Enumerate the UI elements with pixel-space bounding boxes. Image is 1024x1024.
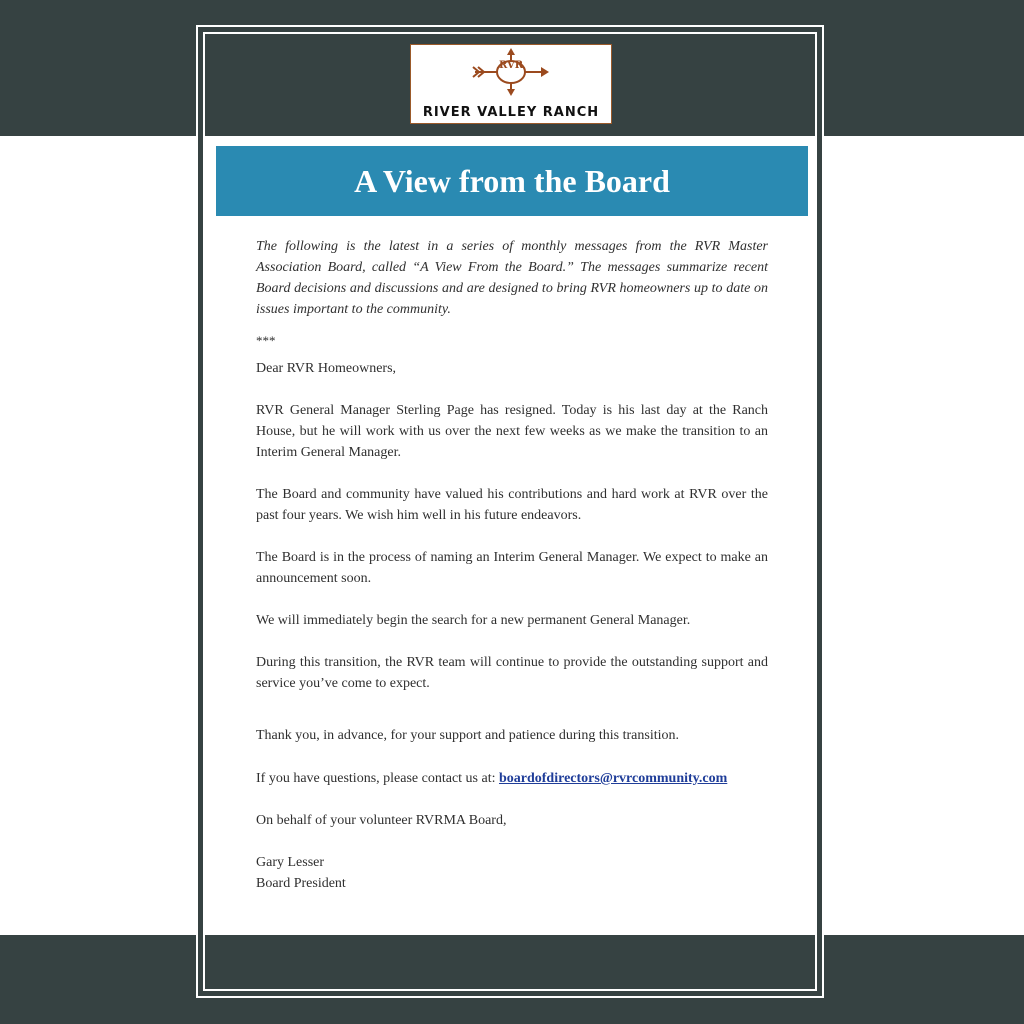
board-email-link[interactable]: boardofdirectors@rvrcommunity.com bbox=[498, 771, 728, 786]
contact-prefix: If you have questions, please contact us at: bbox=[256, 771, 499, 786]
paragraph-search: We will immediately begin the search for a new permanent General Manager. bbox=[256, 613, 691, 628]
logo-name: RIVER VALLEY RANCH bbox=[422, 105, 600, 120]
paragraph-support: During this transition, the RVR team will continue to provide the outstanding support and service you’ve come to expect. bbox=[256, 655, 768, 691]
logo-monogram: RVR bbox=[498, 60, 524, 71]
separator: *** bbox=[256, 333, 276, 348]
title-bar bbox=[216, 146, 808, 216]
greeting: Dear RVR Homeowners, bbox=[256, 361, 397, 376]
intro-paragraph: The following is the latest in a series of monthly messages from the RVR Master Association Board, called “A View From the Board.” The messages summarize recent Board decisions and discussions and are designed to bring RVR homeowners up to date on issues important to the community. bbox=[256, 239, 768, 317]
river-valley-ranch-logo bbox=[410, 44, 612, 124]
signer-title: Board President bbox=[256, 876, 346, 891]
panel-footer-fill bbox=[205, 935, 815, 989]
paragraph-thanks-gm: The Board and community have valued his contributions and hard work at RVR over the past four years. We wish him well in his future endeavors. bbox=[256, 487, 768, 523]
paragraph-interim: The Board is in the process of naming an Interim General Manager. We expect to make an announcement soon. bbox=[256, 550, 768, 586]
page-title: A View from the Board bbox=[354, 162, 670, 199]
paragraph-patience: Thank you, in advance, for your support and patience during this transition. bbox=[256, 728, 680, 743]
paragraph-resignation: RVR General Manager Sterling Page has resigned. Today is his last day at the Ranch House, but he will work with us over the next few weeks as we make the transition to an Interim General Manager. bbox=[256, 403, 768, 460]
closing: On behalf of your volunteer RVRMA Board, bbox=[256, 813, 507, 828]
signer-name: Gary Lesser bbox=[256, 855, 325, 870]
contact-line bbox=[256, 768, 768, 789]
